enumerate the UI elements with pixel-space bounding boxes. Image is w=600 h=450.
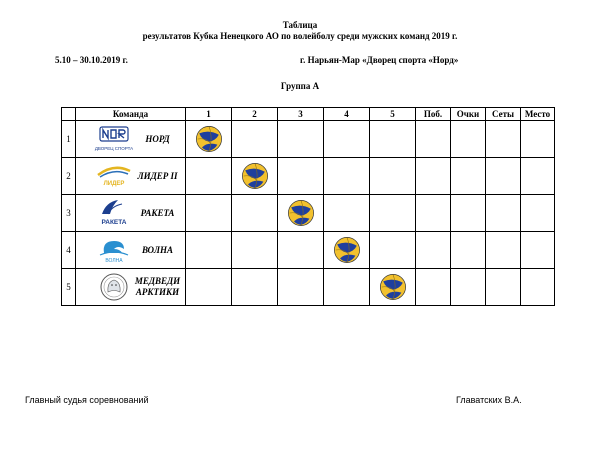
place-cell bbox=[521, 195, 555, 232]
sets-cell bbox=[486, 195, 521, 232]
table-row bbox=[62, 158, 555, 195]
team-name: РАКЕТА bbox=[140, 207, 175, 218]
wins-cell bbox=[416, 121, 451, 158]
svg-text:ДВОРЕЦ СПОРТА: ДВОРЕЦ СПОРТА bbox=[94, 146, 134, 151]
result-cell bbox=[186, 232, 232, 269]
team-cell bbox=[76, 121, 186, 158]
place-cell bbox=[521, 269, 555, 306]
points-cell bbox=[451, 195, 486, 232]
sets-cell bbox=[486, 232, 521, 269]
document-subtitle: результатов Кубка Ненецкого АО по волейболу среди мужских команд 2019 г. bbox=[142, 31, 458, 41]
result-cell bbox=[324, 158, 370, 195]
svg-text:ВОЛНА: ВОЛНА bbox=[105, 258, 123, 264]
team-cell bbox=[76, 269, 186, 306]
table-row bbox=[62, 269, 555, 306]
header-col-2: 2 bbox=[232, 108, 278, 121]
wins-cell bbox=[416, 232, 451, 269]
header-team: Команда bbox=[76, 108, 186, 121]
sets-cell bbox=[486, 121, 521, 158]
volleyball-icon bbox=[379, 273, 407, 301]
points-cell bbox=[451, 158, 486, 195]
volleyball-icon bbox=[195, 125, 223, 153]
diagonal-cell bbox=[232, 158, 278, 195]
raketa-logo-icon bbox=[94, 198, 134, 228]
result-cell bbox=[186, 269, 232, 306]
header-place: Место bbox=[521, 108, 555, 121]
competition-dates: 5.10 – 30.10.2019 г. bbox=[55, 55, 128, 65]
volleyball-icon bbox=[287, 199, 315, 227]
table-row bbox=[62, 232, 555, 269]
result-cell bbox=[232, 232, 278, 269]
result-cell bbox=[324, 195, 370, 232]
team-name: ЛИДЕР II bbox=[137, 170, 178, 181]
place-cell bbox=[521, 121, 555, 158]
result-cell bbox=[370, 121, 416, 158]
diagonal-cell bbox=[278, 195, 324, 232]
place-cell bbox=[521, 232, 555, 269]
row-number: 1 bbox=[62, 121, 76, 158]
team-name: МЕДВЕДИ АРКТИКИ bbox=[134, 276, 181, 297]
team-cell bbox=[76, 158, 186, 195]
result-cell bbox=[370, 158, 416, 195]
competition-venue: г. Нарьян-Мар «Дворец спорта «Норд» bbox=[300, 55, 459, 65]
table-row bbox=[62, 195, 555, 232]
header-col-5: 5 bbox=[370, 108, 416, 121]
team-name: НОРД bbox=[145, 133, 170, 144]
team-name: ВОЛНА bbox=[141, 244, 174, 255]
result-cell bbox=[186, 158, 232, 195]
header-wins: Поб. bbox=[416, 108, 451, 121]
points-cell bbox=[451, 232, 486, 269]
sets-cell bbox=[486, 269, 521, 306]
result-cell bbox=[232, 269, 278, 306]
nord-sports-palace-logo-icon bbox=[94, 124, 134, 154]
chief-judge-label: Главный судья соревнований bbox=[25, 395, 149, 405]
diagonal-cell bbox=[370, 269, 416, 306]
result-cell bbox=[324, 269, 370, 306]
team-cell bbox=[76, 232, 186, 269]
polar-bear-logo-icon bbox=[94, 272, 134, 302]
volleyball-icon bbox=[333, 236, 361, 264]
header-col-1: 1 bbox=[186, 108, 232, 121]
document-title: Таблица bbox=[282, 20, 318, 30]
row-number: 4 bbox=[62, 232, 76, 269]
chief-judge-name: Главатских В.А. bbox=[456, 395, 522, 405]
results-table bbox=[61, 107, 555, 306]
header-points: Очки bbox=[451, 108, 486, 121]
group-heading: Группа А bbox=[280, 81, 320, 91]
svg-text:ЛИДЕР: ЛИДЕР bbox=[103, 181, 125, 187]
result-cell bbox=[278, 121, 324, 158]
table-header-row bbox=[62, 108, 555, 121]
sets-cell bbox=[486, 158, 521, 195]
table-row bbox=[62, 121, 555, 158]
result-cell bbox=[232, 121, 278, 158]
points-cell bbox=[451, 269, 486, 306]
wins-cell bbox=[416, 158, 451, 195]
result-cell bbox=[278, 232, 324, 269]
volleyball-icon bbox=[241, 162, 269, 190]
team-cell bbox=[76, 195, 186, 232]
row-number: 2 bbox=[62, 158, 76, 195]
diagonal-cell bbox=[324, 232, 370, 269]
result-cell bbox=[370, 232, 416, 269]
volna-logo-icon bbox=[94, 235, 134, 265]
diagonal-cell bbox=[186, 121, 232, 158]
result-cell bbox=[370, 195, 416, 232]
result-cell bbox=[232, 195, 278, 232]
header-col-4: 4 bbox=[324, 108, 370, 121]
result-cell bbox=[324, 121, 370, 158]
place-cell bbox=[521, 158, 555, 195]
points-cell bbox=[451, 121, 486, 158]
row-number: 5 bbox=[62, 269, 76, 306]
wins-cell bbox=[416, 269, 451, 306]
header-col-3: 3 bbox=[278, 108, 324, 121]
wins-cell bbox=[416, 195, 451, 232]
row-number: 3 bbox=[62, 195, 76, 232]
header-sets: Сеты bbox=[486, 108, 521, 121]
header-cell-num bbox=[62, 108, 76, 121]
result-cell bbox=[278, 158, 324, 195]
result-cell bbox=[186, 195, 232, 232]
lider-logo-icon bbox=[94, 161, 134, 191]
svg-text:РАКЕТА: РАКЕТА bbox=[101, 219, 127, 226]
result-cell bbox=[278, 269, 324, 306]
